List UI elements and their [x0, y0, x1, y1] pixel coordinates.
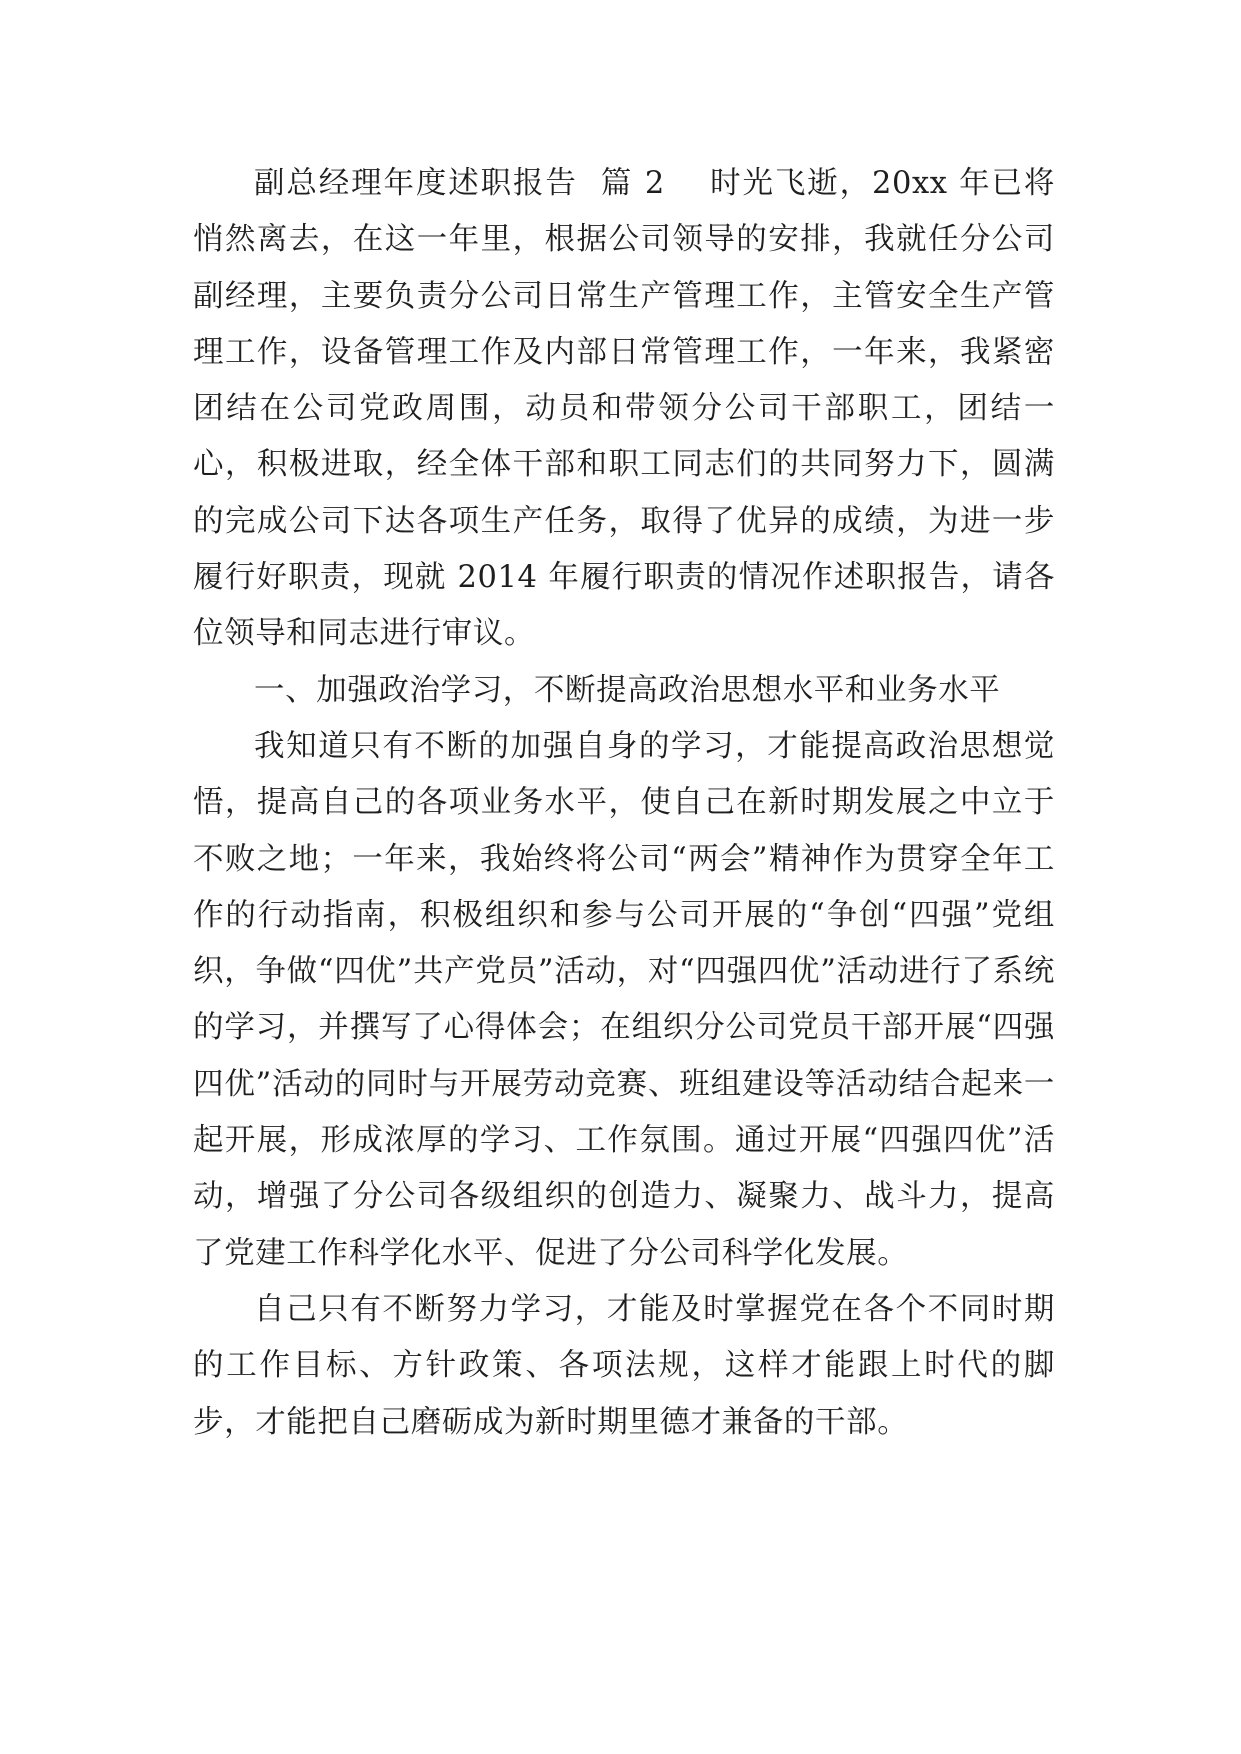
intro-paragraph [193, 156, 1055, 663]
document-title: 副总经理年度述职报告 [254, 166, 578, 201]
paragraph-3: 自己只有不断努力学习，才能及时掌握党在各个不同时期的工作目标、方针政策、各项法规，这样才能跟上时代的脚步，才能把自己磨砺成为新时期里德才兼备的干部。 [193, 1291, 1055, 1440]
paragraph-2: 我知道只有不断的加强自身的学习，才能提高政治思想觉悟，提高自己的各项业务水平，使自己在新时期发展之中立于不败之地；一年来，我始终将公司“两会”精神作为贯穿全年工作的行动指南，积极组织和参与公司开展的“争创“四强”党组织，争做“四优”共产党员”活动，对“四强四优”活动进行了系统的学习，并撰写了心得体会；在组织分公司党员干部开展“四强四优”活动的同时与开展劳动竞赛、班组建设等活动结合起来一起开展，形成浓厚的学习、工作氛围。通过开展“四强四优”活动，增强了分公司各级组织的创造力、凝聚力、战斗力，提高了党建工作科学化水平、促进了分公司科学化发展。 [193, 728, 1055, 1271]
section-heading-1: 一、加强政治学习，不断提高政治思想水平和业务水平 [254, 672, 1001, 708]
document-body [193, 156, 1055, 1451]
section-label: 篇 2 [600, 166, 665, 201]
paragraph-1-text: 时光飞逝，20xx 年已将悄然离去，在这一年里，根据公司领导的安排，我就任分公司副经理，主要负责分公司日常生产管理工作，主管安全生产管理工作，设备管理工作及内部日常管理工作，一年来，我紧密团结在公司党政周围，动员和带领分公司干部职工，团结一心，积极进取，经全体干部和职工同志们的共同努力下，圆满的完成公司下达各项生产任务，取得了优异的成绩，为进一步履行好职责，现就 2014 年履行职责的情况作述职报告，请各位领导和同志进行审议。 [193, 166, 1055, 652]
